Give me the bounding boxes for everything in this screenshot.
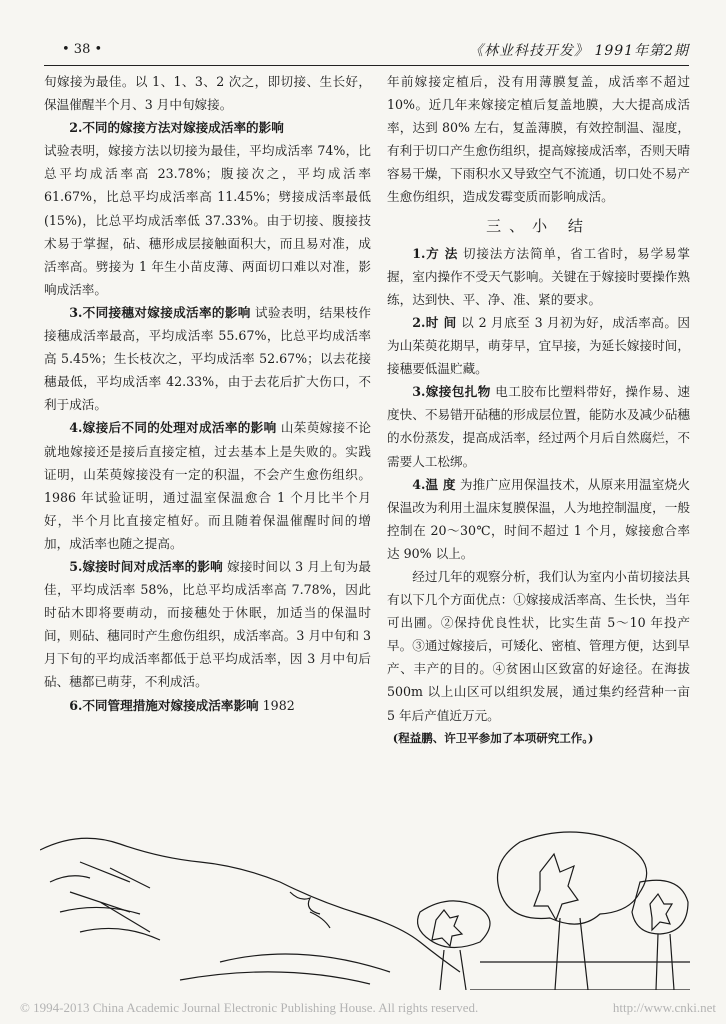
- paragraph: 为推广应用保温技术，从原来用温室烧火保温改为利用土温床复膜保温，人为地控制温度，一般控制在 20～30℃，时间不超过 1 个月，嫁接愈合率达 90% 以上。: [387, 476, 690, 561]
- left-column: [44, 70, 371, 717]
- section-heading: 2.不同的嫁接方法对嫁接成活率的影响: [69, 120, 284, 136]
- paragraph: 1982: [262, 697, 295, 713]
- subsection-heading: 3.嫁接包扎物: [412, 384, 491, 400]
- paragraph: 试验表明，嫁接方法以切接为最佳，平均成活率 74%，比总平均成活率高 23.78%；腹接次之，平均成活率 61.67%，比总平均成活率高 11.45%；劈接成活率最低(15%)，比总平均成活率低 37.33%。由于切接、腹接技术易于掌握，砧、穗形成层接触面积大，而且易对准，成活率高。劈接为 1 年生小苗皮薄、两面切口难以对准，影响成活率。: [44, 143, 371, 297]
- conclusion-paragraph: 经过几年的观察分析，我们认为室内小苗切接法具有以下几个方面优点：①嫁接成活率高、生长快，当年可出圃。②保持优良性状，比实生苗 5～10 年投产早。③通过嫁接后，可矮化、密植、管理方便，达到早产、丰产的目的。④贫困山区致富的好途径。在海拔 500m 以上山区可以组织发展，通过集约经营种一亩 5 年后产值近万元。: [387, 568, 690, 723]
- paragraph: 年前嫁接定植后，没有用薄膜复盖，成活率不超过 10%。近几年来嫁接定植后复盖地膜，大大提高成活率，达到 80% 左右，复盖薄膜，有效控制温、湿度，有利于切口产生愈伤组织，提高嫁接成活率，否则天晴容易干燥，下雨积水又导致空气不流通，切口处不易产生愈伤组织，造成发霉变质而影响成活。: [387, 74, 690, 205]
- paragraph: 以 2 月底至 3 月初为好，成活率高。因为山茱萸花期早，萌芽早，宜早接，为延长嫁接时间，接穗要低温贮藏。: [387, 314, 690, 377]
- section-heading: 6.不同管理措施对嫁接成活率影响: [69, 697, 259, 713]
- section-heading: 3.不同接穗对嫁接成活率的影响: [69, 304, 251, 320]
- copyright-notice: © 1994-2013 China Academic Journal Electronic Publishing House. All rights reserved.: [20, 1000, 479, 1015]
- subsection-heading: 4.温 度: [412, 476, 456, 492]
- acknowledgement-note: (程益鹏、许卫平参加了本项研究工作。): [392, 730, 594, 745]
- paragraph: 山茱萸嫁接不论就地嫁接还是接后直接定植，过去基本上是失败的。实践证明，山茱萸嫁接没有一定的积温，不会产生愈伤组织。1986 年试验证明，通过温室保温愈合 1 个月比半个月好，半个月比直接定植好。而且随着保温催醒时间的增加，成活率也随之提高。: [44, 420, 371, 551]
- header-rule: [44, 65, 689, 66]
- paragraph: 试验表明，结果枝作接穗成活率最高，平均成活率 55.67%，比总平均成活率高 5.45%；生长枝次之，平均成活率 52.67%；以去花接穗最低，平均成活率 42.33%，由于去花后扩大伤口，不利于成活。: [44, 304, 371, 413]
- subsection-heading: 1.方 法: [412, 245, 459, 261]
- running-header: [44, 40, 689, 62]
- source-url[interactable]: http://www.cnki.net: [612, 1000, 716, 1015]
- page-number: • 38 •: [62, 42, 103, 57]
- section-heading: 5.嫁接时间对成活率的影响: [69, 558, 223, 574]
- journal-title: 《林业科技开发》 1991年第2期: [469, 43, 689, 59]
- landscape-illustration: [40, 822, 690, 990]
- right-column: [387, 70, 690, 750]
- subsection-heading: 2.时 间: [412, 314, 457, 330]
- section-title: 三、小 结: [486, 216, 591, 235]
- paragraph: 嫁接时间以 3 月上旬为最佳，平均成活率 58%，比总平均成活率高 7.78%，因此时砧木即将要萌动，而接穗处于休眠，加适当的保温时间，则砧、穗同时产生愈伤组织，成活率高。3 月中旬和 3 月下旬的平均成活率都低于总平均成活率，因 3 月中旬后砧、穗都已萌芽，不利成活。: [44, 558, 371, 690]
- paragraph: 切接法方法简单，省工省时，易学易掌握，室内操作不受天气影响。关键在于嫁接时要操作熟练，达到快、平、净、准、紧的要求。: [387, 245, 690, 307]
- section-heading: 4.嫁接后不同的处理对成活率的影响: [69, 420, 277, 436]
- paragraph: 旬嫁接为最佳。以 1、1、3、2 次之，即切接、生长好，保温催醒半个月、3 月中旬嫁接。: [44, 74, 371, 113]
- paragraph: 电工胶布比塑料带好，操作易、速度快、不易错开砧穗的形成层位置，能防水及减少砧穗的水份蒸发，提高成活率，经过两个月后自然腐烂，不需要人工松绑。: [387, 384, 690, 469]
